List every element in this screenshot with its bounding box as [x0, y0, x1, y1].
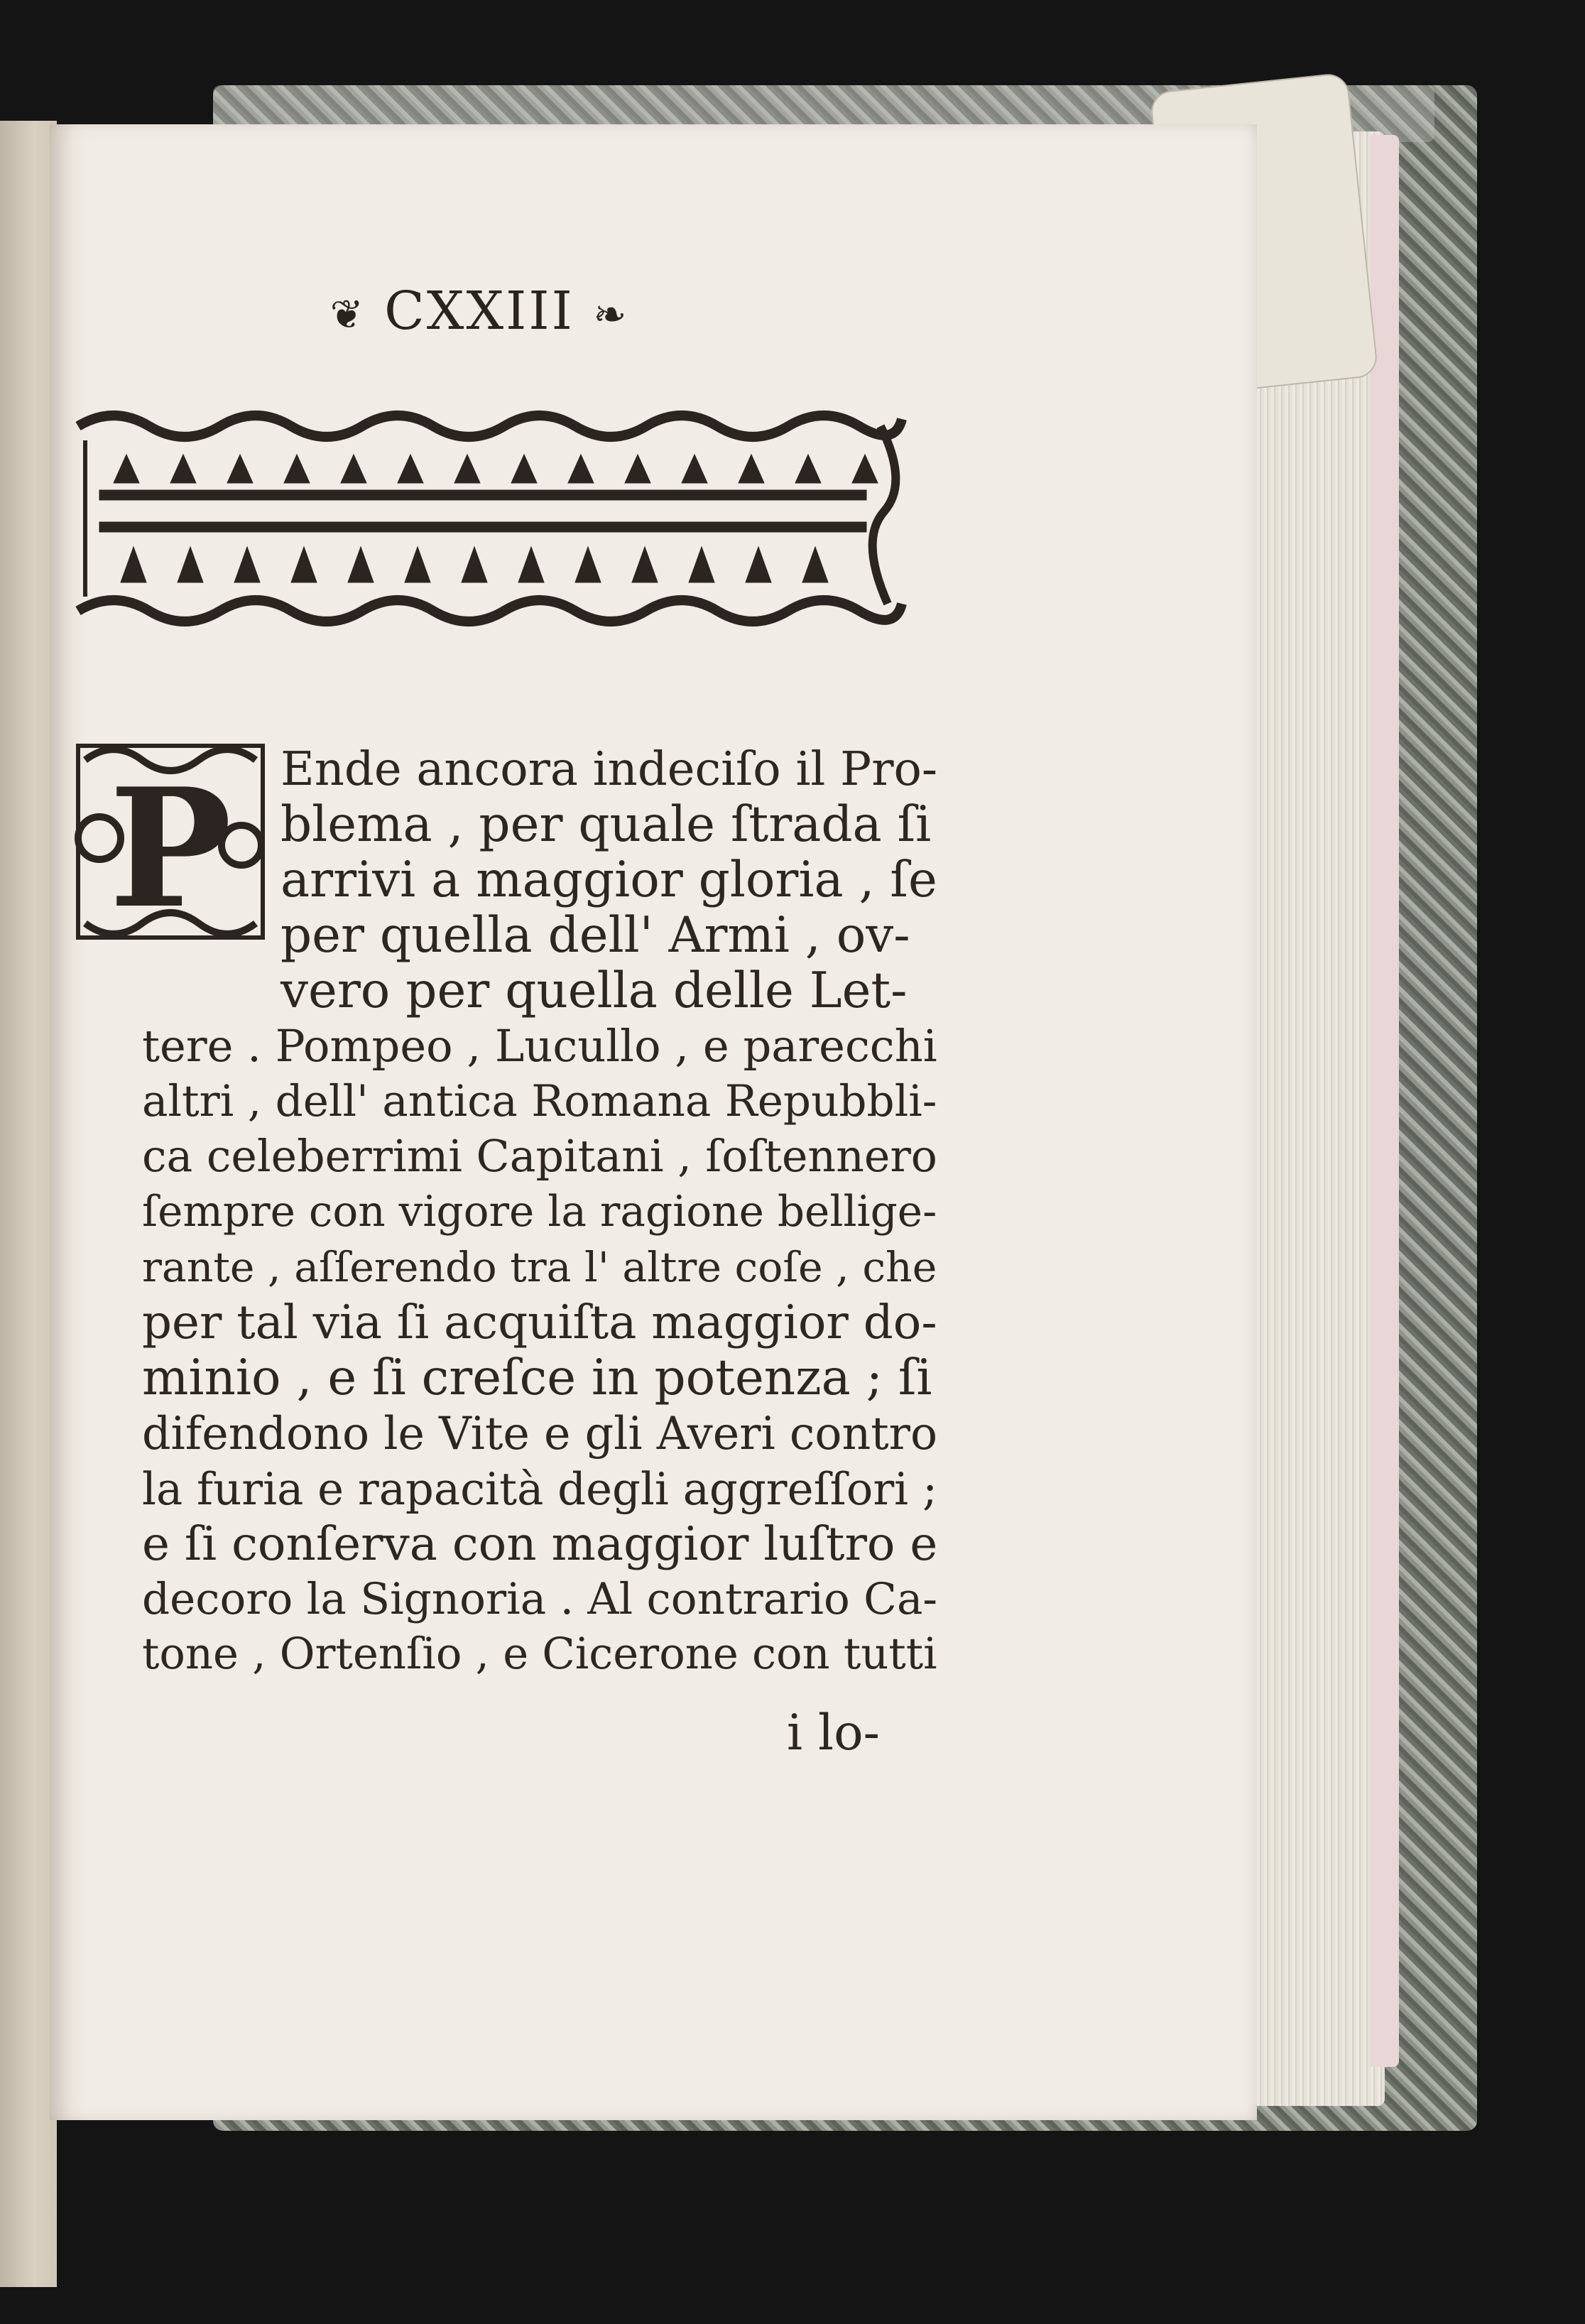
- initial-letter: P: [109, 753, 232, 945]
- text-line: minio , e ſi creſce in potenza ; ſi: [142, 1349, 932, 1406]
- text-line: per quella dell' Armi , ov-: [280, 906, 910, 964]
- text-line: difendono le Vite e gli Averi contro: [142, 1406, 938, 1460]
- left-page-edge: [0, 121, 57, 2287]
- text-line: arrivi a maggior gloria , ſe: [280, 851, 937, 908]
- page-header: [284, 281, 675, 342]
- text-line: Ende ancora indeciſo il Pro-: [280, 742, 938, 796]
- text-line: tone , Ortenſio , e Cicerone con tutti: [142, 1629, 937, 1680]
- text-line: decoro la Signoria . Al contrario Ca-: [142, 1574, 938, 1625]
- page-number: CXXIII: [384, 281, 574, 342]
- page-block-side: [1371, 135, 1399, 2067]
- text-line: ſempre con vigore la ragione bellige-: [142, 1188, 937, 1237]
- text-line: rante , aſſerendo tra l' altre coſe , che: [142, 1243, 937, 1292]
- text-line: blema , per quale ſtrada ſi: [280, 796, 932, 853]
- text-line: per tal via ſi acquiſta maggior do-: [142, 1295, 937, 1350]
- catchword: i lo-: [787, 1705, 880, 1761]
- floral-headpiece-icon: [71, 398, 909, 632]
- text-line: altri , dell' antica Romana Repubbli-: [142, 1076, 937, 1127]
- header-ornament-left-icon: ❦: [329, 292, 366, 339]
- text-line: vero per quella delle Let-: [280, 962, 908, 1019]
- text-line: tere . Pompeo , Lucullo , e parecchi: [142, 1020, 937, 1073]
- body-text: [142, 742, 937, 1683]
- header-ornament-right-icon: ❧: [593, 292, 629, 339]
- text-line: la furia e rapacità degli aggreſſori ;: [142, 1462, 937, 1515]
- text-line: e ſi conſerva con maggior luſtro e: [142, 1516, 938, 1572]
- text-line: ca celeberrimi Capitani , ſoſtennero: [142, 1131, 937, 1183]
